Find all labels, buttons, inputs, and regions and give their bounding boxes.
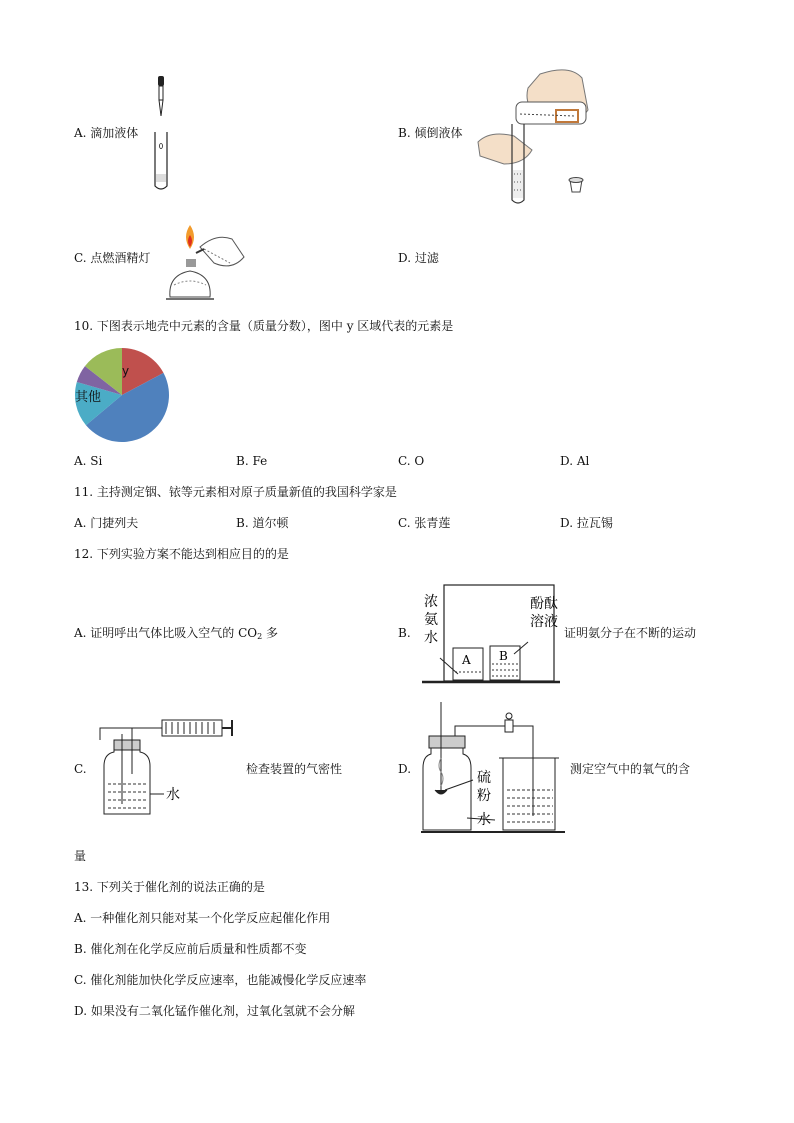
lighting-alcohol-lamp-figure [160,215,250,305]
label-conc-ammonia-3: 水 [424,630,438,646]
q13-option-c: C. 催化剂能加快化学反应速率，也能减慢化学反应速率 [74,973,367,987]
q11-option-d: D. 拉瓦锡 [560,516,613,530]
q11-stem: 11. 主持测定铟、铱等元素相对原子质量新值的我国科学家是 [74,485,397,499]
pouring-liquid-figure [470,64,600,204]
oxygen-content-measurement-figure [415,698,567,836]
beaker-b-label: B [499,649,508,663]
dropper-testtube-figure [148,74,178,194]
q12-option-b: 证明氨分子在不断的运动 [564,626,697,640]
q12-option-d-prefix: D. [398,762,412,776]
q12-stem: 12. 下列实验方案不能达到相应目的的是 [74,547,289,561]
q12-option-c: 检查装置的气密性 [246,762,343,776]
pie-label-y: y [122,364,130,378]
q10-option-b: B. Fe [236,454,268,468]
q10-stem: 10. 下图表示地壳中元素的含量（质量分数），图中 y 区域代表的元素是 [74,319,454,333]
pie-label-other: 其他 [75,390,102,405]
q13-option-b: B. 催化剂在化学反应前后质量和性质都不变 [74,942,307,956]
q13-option-d: D. 如果没有二氧化锰作催化剂，过氧化氢就不会分解 [74,1004,355,1018]
q12-option-a-suffix: 多 [262,626,279,640]
q10-option-c: C. O [398,454,425,468]
q12-option-a [74,625,278,641]
q10-option-a: A. Si [74,454,103,468]
q12-option-d-continued: 量 [74,849,87,863]
q9-option-d: D. 过滤 [398,251,439,265]
label-phenolphthalein-2: 溶液 [530,614,558,630]
q11-option-b: B. 道尔顿 [236,516,289,530]
label-phenolphthalein-1: 酚酞 [530,596,558,612]
q13-option-a: A. 一种催化剂只能对某一个化学反应起催化作用 [74,911,331,925]
q12-option-a-subscript: 2 [257,632,263,641]
airtightness-check-figure [92,714,242,816]
beaker-a-label: A [462,653,471,667]
ammonia-diffusion-figure [418,582,563,690]
label-sulfur-1: 硫 [477,770,491,786]
q9-option-c: C. 点燃酒精灯 [74,251,151,265]
label-water-d: 水 [477,812,491,828]
q11-option-a: A. 门捷列夫 [74,516,139,530]
label-conc-ammonia-2: 氨 [424,612,438,628]
q12-option-d: 测定空气中的氧气的含 [570,762,691,776]
q9-option-b: B. 倾倒液体 [398,126,463,140]
label-sulfur-2: 粉 [477,788,491,804]
q12-option-a-text: A. 证明呼出气体比吸入空气的 CO [74,626,258,640]
q12-option-c-prefix: C. [74,762,87,776]
q13-stem: 13. 下列关于催化剂的说法正确的是 [74,880,265,894]
q12-option-b-prefix: B. [398,626,411,640]
label-conc-ammonia-1: 浓 [424,594,438,610]
q9-option-a: A. 滴加液体 [74,126,139,140]
crust-elements-pie-chart [72,345,172,445]
q10-option-d: D. Al [560,454,590,468]
label-water-c: 水 [166,787,180,803]
q11-option-c: C. 张青莲 [398,516,451,530]
